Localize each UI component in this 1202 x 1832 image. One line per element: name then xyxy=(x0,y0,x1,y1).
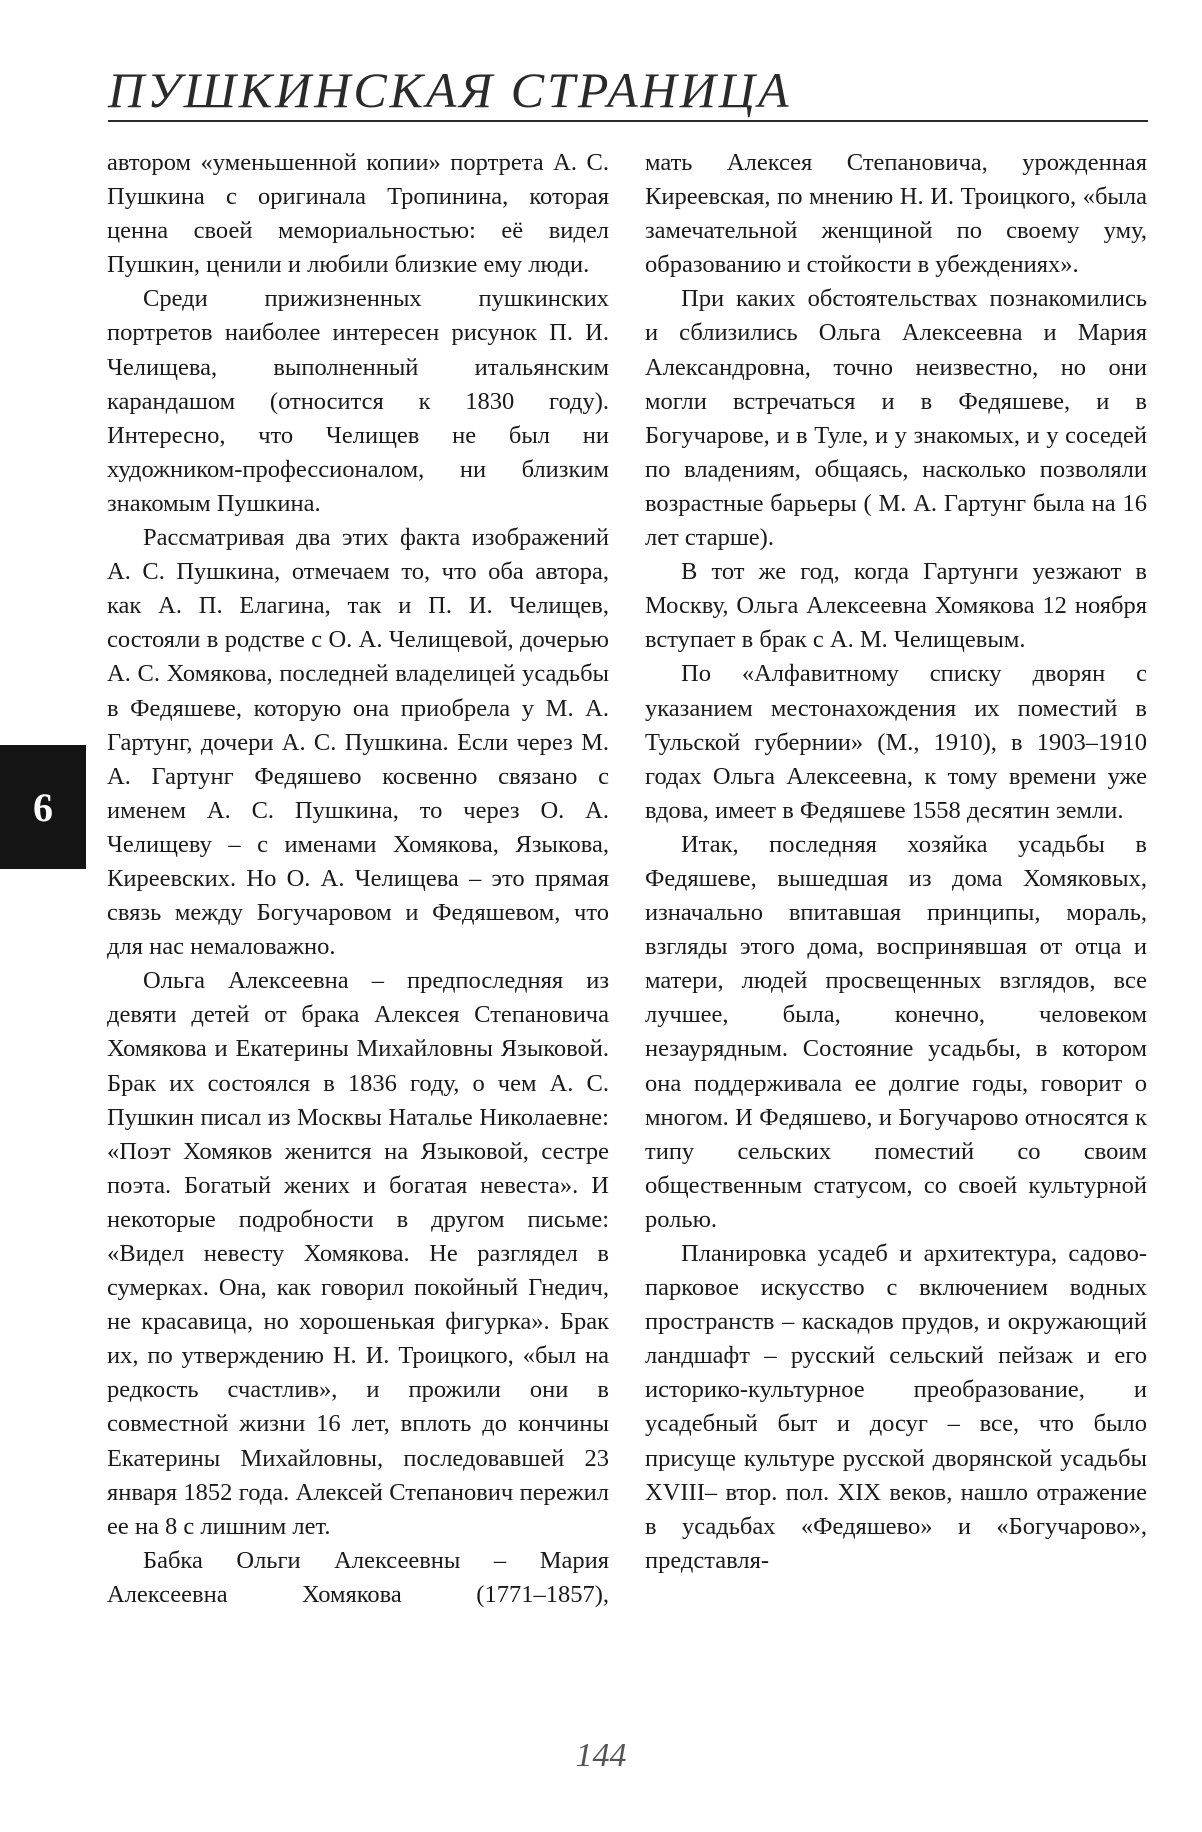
running-header xyxy=(108,62,1148,122)
paragraph: Ольга Алексеевна – предпоследняя из девяти детей от брака Алексея Степановича Хомякова и Екатерины Михайловны Языковой. Брак их состоялся в 1836 году, о чем А. С. Пушкин писал из Москвы Наталье Николаевне: «Поэт Хомяков женится на Языковой, сестре поэта. Богатый жених и богатая невеста». И некоторые подробности в другом письме: «Видел невесту Хомякова. Не разглядел в сумерках. Она, как говорил покойный Гнедич, не красавица, но хорошенькая фигурка». Брак их, по утверждению Н. И. Троицкого, «был на редкость счастлив», и прожили они в совместной жизни 16 лет, вплоть до кончины Екатерины Михайловны, последовавшей 23 января 1852 года. Алексей Степанович пережил ее на 8 с лишним лет. xyxy=(107,967,609,1540)
paragraph: мать Алексея Степановича, урожденная Киреевская, по мнению Н. И. Троицкого, «была замечательной женщиной по своему уму, образованию и стойкости в убеждениях». xyxy=(645,149,1147,279)
chapter-tab xyxy=(0,745,86,869)
paragraph: Планировка усадеб и архитектура, садово-парковое искусство с включением водных пространств – каскадов прудов, и окружающий ландшафт – русский сельский пейзаж и его историко-культурное преобразование, и усадебный быт и досуг – все, что было присуще культуре русской дворянской усадьбы XVIII– втор. пол. XIX веков, нашло отражение в усадьбах «Федяшево» и «Богучарово», представля- xyxy=(645,1240,1147,1574)
paragraph: автором «уменьшенной копии» портрета А. С. Пушкина с оригинала Тропинина, которая ценна своей мемориальностью: её видел Пушкин, ценили и любили близкие ему люди. xyxy=(107,149,609,279)
paragraph: При каких обстоятельствах познакомились и сблизились Ольга Алексеевна и Мария Александровна, точно неизвестно, но они могли встречаться и в Федяшеве, и в Богучарове, и в Туле, и у знакомых, и у соседей по владениям, общаясь, насколько позволяли возрастные барьеры ( М. А. Гартунг была на 16 лет старше). xyxy=(645,285,1147,552)
paragraph: Бабка Ольги Алексеевны – Мария Алексеевна Хомякова (1771–1857), xyxy=(107,1546,609,1608)
paragraph: По «Алфавитному списку дворян с указанием местонахождения их поместий в Тульской губернии» (М., 1910), в 1903–1910 годах Ольга Алексеевна, к тому времени уже вдова, имеет в Федяшеве 1558 десятин земли. xyxy=(645,660,1147,824)
header-rule xyxy=(108,120,1148,122)
paragraph: Итак, последняя хозяйка усадьбы в Федяшеве, вышедшая из дома Хомяковых, изначально впитавшая принципы, мораль, взгляды этого дома, воспринявшая от отца и матери, людей просвещенных взглядов, все лучшее, была, конечно, человеком незаурядным. Состояние усадьбы, в котором она поддерживала ее долгие годы, говорит о многом. И Федяшево, и Богучарово относятся к типу сельских поместий со своим общественным статусом, со своей культурной ролью. xyxy=(645,830,1147,1233)
paragraph: Рассматривая два этих факта изображений А. С. Пушкина, отмечаем то, что оба автора, как А. П. Елагина, так и П. И. Челищев, состояли в родстве с О. А. Челищевой, дочерью А. С. Хомякова, последней владелицей усадьбы в Федяшеве, которую она приобрела у М. А. Гартунг, дочери А. С. Пушкина. Если через М. А. Гартунг Федяшево косвенно связано с именем А. С. Пушкина, то через О. А. Челищеву – с именами Хомякова, Языкова, Киреевских. Но О. А. Челищева – это прямая связь между Богучаровом и Федяшевом, что для нас немаловажно. xyxy=(107,524,609,961)
paragraph: В тот же год, когда Гартунги уезжают в Москву, Ольга Алексеевна Хомякова 12 ноября вступает в брак с А. М. Челищевым. xyxy=(645,558,1147,654)
page-number: 144 xyxy=(575,1737,627,1774)
chapter-number: 6 xyxy=(33,784,53,830)
section-title: ПУШКИНСКАЯ СТРАНИЦА xyxy=(108,62,792,118)
left-column xyxy=(107,146,609,1612)
right-column xyxy=(645,146,1147,1578)
paragraph: Среди прижизненных пушкинских портретов наиболее интересен рисунок П. И. Челищева, выполненный итальянским карандашом (относится к 1830 году). Интересно, что Челищев не был ни художником-профессионалом, ни близким знакомым Пушкина. xyxy=(107,285,609,517)
